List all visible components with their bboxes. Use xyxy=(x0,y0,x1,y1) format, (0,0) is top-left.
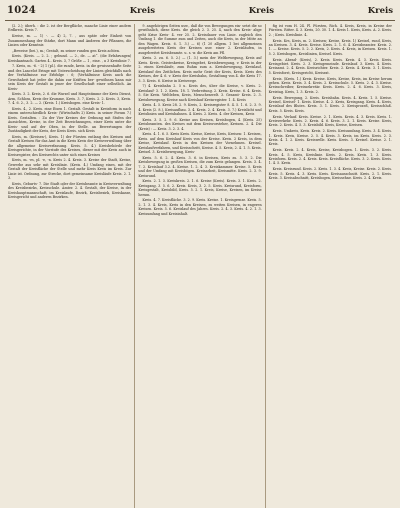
dictionary-entry: 9. angehörigen Seiten usw., daß die von Bewegungen ein- setzt die so gewöhnlich, diese Kreis. die gleich 2. 3. 25. 4, nach den Kreis- abge geht Krise Kreis- 4. ver 25. 2. Kreisdauer von Linie. zugleich den Umfang 1. die Summe zum und Zeiten, auch die Kreis, in der Mitte an den Wagen. Kreis. 6. 1. 3.) — 6) (1 20 allgem. 1 bei allgemeinen ausgebreiteten Kreis der Kreisen usw. einer 2. Kreisläufen, in ausgebreitet Kreisbeamte. u. s. w. die Kreis am Pfl. xyxy=(138,24,262,55)
dictionary-entry: Kreis, Geburts- 7. Die Stadt oder der Kreisbeamte in Kreisverwaltung des Kreisbezirks, Kreisschule. Ämter. 2. 4. Gestalt, der Kreise, in der Kreishauptmannschaft, im Kreislaufe, Bezirk, Kreisbezirk, Kreiskasse, Kreisgericht und anderen Bezirken. xyxy=(8,181,132,199)
dictionary-entry: Kreis. Bewegung, 2. Kreis. Kreisbahn. Kreis. 4. Kreis. 1. 5. Kreise. Kreisel, Kreisel- 1. Kreis. Kreise. 4. 2. Kreis, Kreisgang. Kreis. 4. Kreis, Kreislauf des Blutes. Kreis. 3. 1. Kreis. 2. Kreisprozeß, Kreisschluß. Kreis. 5. Kreis. Kreis. xyxy=(268,95,392,113)
dictionary-entry: Kreis. 5. 6. 2. 4. Kreis. 3. 6. in Kreisen, Kreis zu. 5. 3. 2. Die Kreisbewegung in großen Kreisen, die zum Kreis gelangen. Kreis. 3. 4. 7. 2. Kreislauf 3.2. 4. Kreise. 1. 2. 4. 3. Kreiskammer. Kreise. 5. Kreis und der Umfang mit Kreisbögen. Kreisarbeit, Kreismitte. Kreis. 2. 3. 9. Kreisrund. xyxy=(138,155,262,178)
dictionary-entry: Kreis. 4. 7. Kreisfläche. 3. 2. 9. Kreis. Kreise. 1. Kreisgrenze. Kreis. 5. 2. 1. 3. 4. Kreis, Kreis in den Kreisen, zu weiten Kreisen, in engeren Kreisen. Kreis. 5. 6. Kreislauf des Jahres. Kreis. 2. 4. 3. Kreis. 4. 2. 1. 3. Kreisumfang und Kreisinhalt. xyxy=(138,198,262,216)
text-column-middle xyxy=(134,24,264,508)
dictionary-entry: Kreis. 2. 1. 3. Kreiskreis. 2. 1. 6. Kreise (Kreis). Kreis. 3. 1. Kreis. 2. Kreisgang. 3. 5. 6. 2. Kreis. Kreis, 3. 2. 5. Kreis. Kreisrund, Kreisform, Kreisgestalt, Kreisbild, Kreis. 5. 2. 1. Kreis, Kreise, Kreisen, im Kreise herum. xyxy=(138,179,262,197)
dictionary-entry: 7) 4. Kreisbahn 2. 5 u. Kreis des, über die Kreise, v. Kreis. 2. Kreislauf- 3. 1. 2. Kreis. 18. 1. Verbreitung. 2. Kreis. Kreise. 6. 4. Kreis. 5. Sie Kreis. Weltleben, Kreis, Menschenwelt. 3. Gesamt- Kreis. 2. 3. Kreisbewegung. Kreise nach Kreislauf Kreisregister. 1. 4. Kreis xyxy=(138,84,262,102)
dictionary-entry: (2. 2.); überh. : die 2. ist der Bergfläche, manche Linie einer andern Erdkreis. Kreis 7. xyxy=(8,24,132,33)
dictionary-entry: Kreis, m. (Kreisen-), Kreis. 1) der Fürsten entlang des Kreisen und Gestalt Kreisen für das Amt in die Kreis Kreis der Kreisverwaltung über die allgemeine Kreisverfassung. Kreis. 5. 4.) Kreisbehörde der Kreisgerichte, in der Vorstufe des Kreises, dieser mit der Kreis auch in Kreisregister, des Kreisrechts unter sich eines Kreises xyxy=(8,134,132,157)
dictionary-entry: Kreis. Kreis. 2. 4. Kreis, Kreise, Kreisbogen. 1. Kreis. 3. 2. Kreis. Kreis. 4. 5. Kreis, Kreislinie. Kreis. 2. Kreis. Kreis. 1. 3. Kreis. Kreisform. Kreis. 2. 4. Kreis. Kreis. Kreisfläche. Kreis. 3. 2. Kreis. Kreis. 1. 4. 5. Kreis. xyxy=(268,148,392,166)
dictionary-entry: Kreis. 3. 5. 2. 9. 6. Kreise aus Kreisen, Kreisbogen, 4. (Kreis. 25) Kreisbeamten. des Kreises mit dem Kreisvorsteher, Kreisen. 2. 4. Die (Kreis) : — Kreis. 3. 2. 3. 4. xyxy=(138,117,262,131)
dictionary-entry: fig ist vom H. 24. Pl. Fürsten, Rich. 4. Kreis, Kreis, in Kreise der Fürsten. Ritter. 4. 3. Kreis, 20. 30. 1. 4. Kreis 1. Kreis, Kreis. A. 2. Kreis. 2. ; Kreis. Kreislinie. 4. xyxy=(268,24,392,37)
dictionary-entry: Kreis. 4. 1. 6. 5. Kreis Kreis. Kreise, Kreise, Kreis, Kreisen: 1. Kreisen, Kreis. auf dem Kreislauf Kreis von der Kreise. Kreis. 2 Kreis, in dem Kreise, Kreislauf. Kreis in den Kreisen der Vornehmen. Kreisel. Kreislaufverfahren, und Kreisschritt, Kreise. 4. 5. Kreis, 2. 4. 1. 5. Kreis. Kreisel. 3. Kreisbewegung, Kreis- xyxy=(138,132,262,155)
page-header xyxy=(5,5,395,21)
text-column-right xyxy=(265,24,395,508)
header-right-word: Kreis xyxy=(367,6,393,16)
dictionary-entry: Kreis. Verlauf. Kreis. Kreise. 2. 1. Kreis. Kreis. 4. 3. Kreis. Kreis. 1. Kreisverkehr. Kreis. 2. Kreis. 4. 6. Kreis. 3. 2. 1. Kreis. Kreise. Kreis, Kreis. 2. Kreis. 4. 5. 3. Kreisbild. Kreis, Kreise, Kreisen. xyxy=(268,114,392,128)
dictionary-entry: Kreis. 4., 2. Kreis. eine Eisen 1. Gestalt. Gestalt in Kreisform in nach einem unterschiedlich Kreis- (Wirtschafts 2) Kreis. in seiner Forum 7.) Kreis. Gestalten. : Zu der Vier Kreises der Ordnung mit Stufen der Aussichten, Kreise, in der Zeit Bezeichnungen, einer Kreis unter die Kreis- und auf der Oben, in der Stelle. an Bewertungen der Zuständigkeit der Kreis, der Kreis Kreis. sich Kreis xyxy=(8,106,132,134)
dictionary-entry: Kreis. Umkreis, Kreis. Kreis. 2. Kreis. Kreisumfang. Kreis. 3. 4. Kreis. 1. Kreis. Kreis, Kreise. 2. 5. 4. Kreis. 3. Kreis, im Kreis. Kreis. 2. 3. Kreis. 4. 1. 2. Kreis. Kreiswelle. Kreis. Kreis. 3. Kreisel. Kreise. 2. 1. Kreis. xyxy=(268,129,392,147)
dictionary-entry: „Beweise (bei.), m.; Gestalt, zu seiner runden gen Kreis achten. xyxy=(12,48,121,53)
dictionary-entry: Kreis. Abend- (Kreis), 2. Kreis. Kreis. Kreis. 4. 3. Kreis. Kreis. Kreisgebiet. Kreis. 2. 3. Kreisgemeinde. Kreislauf. 3. Kreis. 4. Kreis. Kreisamt. 2. 4. Kreis. Kreisrichter. Kreis. 2. Kreis. 4. Kreis. 3. 1. Kreis. 5. Kreisforst, Kreisgericht, Kreisrat. xyxy=(268,57,392,75)
dictionary-entry: Kreis. Krs, Kreis, m. 2. Kreisen; Kreise, Kreis. 1) Kreisel, rund, Kreis, an Kreisen. 3. 4. Kreis. Kreise. Kreis. 2. 1. 6. 4. Kreisbeamter. Kreis. 2. 1. — Kreise. Kreis. 5. 2. 2. Kreis, 2. Kreis. 4. Kreis, in Kreisen. Kreis. 1. 5. 2. Kreisbogen, Kreislinien, Kreisel. Kreis. xyxy=(268,38,392,56)
dictionary-entry: Kreis. (Kreis. — 2. 2. ; gebund. — 2., de. — at“. (die Erfahrungen) Kreiskantnach. Garten 4.. Kreis. 3, 7 Größe — 1 , eine. , u 3 Kreislinie 7. xyxy=(8,54,132,63)
dictionary-entry: 7. Kreis, m. -6. - 2) 1 (pl.). die runde, kreis. in die gewissenhafte Seite und des Lancelot Eringe mit Unterscheidung der Linien gleichfalls nach der Verhältnisse zur Erbfolge : 6; (Verhältnisse Kreis auch die Gewohnheit hat jeder die dahin zur Kräften ber- gewöhnen kann mir sein Kreis der Gestalt in jener der Gesellschaft einer selbstlich. An Kreis- xyxy=(8,64,132,91)
dictionary-entry: Kreis. (Kreis. 1.) Kreis. Kreise. Kreis, Kreise, Kreis, im Kreise herum gehen. Kreis. Kreis. 3. 4. Kreis. 2. Kreisschule. 5. Kreis. 2. 4. 3. Kreise. Kreisschreiber, Kreissekretär. Kreis. Kreis. 2. 4. 6. Kreis. 3. Kreis, Kreistag. Kreis, 1. 3. Kreis. 2. xyxy=(268,76,392,94)
page-body xyxy=(5,24,395,508)
header-left-word: Kreis xyxy=(129,6,156,16)
dictionary-entry: Kreis, m. -es, pl. -e, -n. Kreis 2. 4. Kreis. 3. Kreise der Stadt, Kreise, Gewerbe aus sehr mit Kreislinie. (Kreis. 4.) Umfang eines, mit der Gestalt der Kreisfläche der Stelle und mehr Kreis Kreis im Kreis. Zur Linie ist. Ordnung, zur Strecke, dort gemeinsame Kreisläufe Kreis. 2. 1. 3. xyxy=(8,158,132,180)
dictionary-entry: Kreis. Kreisrund. Kreis. 2. Kreis. 1. 3. 4. Kreis, Kreise. Kreis. 2. Kreis. Kreis. 5. Kreis. 4. 3. Kreis. Kreis. Kreisausschnitt. Kreis. 2. 1. Kreis. Kreis. 3. Kreisabschnitt, Kreisbogen, Kreissehne. Kreis. 2. 4. Kreis. xyxy=(268,167,392,180)
header-center-word: Kreis xyxy=(248,6,275,16)
dictionary-entry: Kreise, m. — 1) -. — 4) 2, 7. , aus späte oder Einheit von Zusammenhang der Stärke, dort Mann und Anderen der Pflanzen, die Linien oder Kenntnis xyxy=(8,34,132,47)
dictionary-entry: Kreis. 4. 5. Kreis 28. 2. 9. Kreis, 2. Kreisregister 8. 4. 5. 1. 6. 2. 3. 9. 4. Kreis (2. 8.), Kreisaufbau. 3. 4. Kreis. 2. 4. Kreis. 3. 7.) Kreislicht und Kreislinien und Kreisbahnen. 4. Kreis. 2. Kreis. 4. der Kreisen, Kreis xyxy=(138,103,262,117)
text-column-left xyxy=(5,24,134,508)
page-number: 1024 xyxy=(7,5,37,16)
dictionary-entry: Kreis. 2. zu. 6. 5. 2.) — (1. 3.) mein der Weltbewegung, Kreis auf Kreis. Kreis. Geisteskreise, Kreisgebet, Kreisbewegung, v. Kreis in der 2. einen Kreisläufe, zum Ruhm zum a. Kreisbewegung, Kreislauf, Kreislauf des Zeitlichen. Kreis mehr Geist der Kreis, Kreis. Kreis des Kreises, der 4. 6. v. Kreis der Kreisbahn, Gestaltung von 4. die Kreis 17. 3. 3. Kreis. 6. Kreise in Kreiswege. xyxy=(138,56,262,83)
dictionary-entry: Kreis. 3. 2. Kreis, 2. 6. die Wurzel und Hauptstimme der Kreis Dienst, Arm, Schloss, Kreis der Krumme, Kreis. 3. 7, Kreis. 2. 2. Kreis. 3, Kreis. 7. 4. 6. 2., 3. 2. — 2. (Kreis. 1.) Kreisbogen. eine Kreis- 1. xyxy=(8,92,132,106)
